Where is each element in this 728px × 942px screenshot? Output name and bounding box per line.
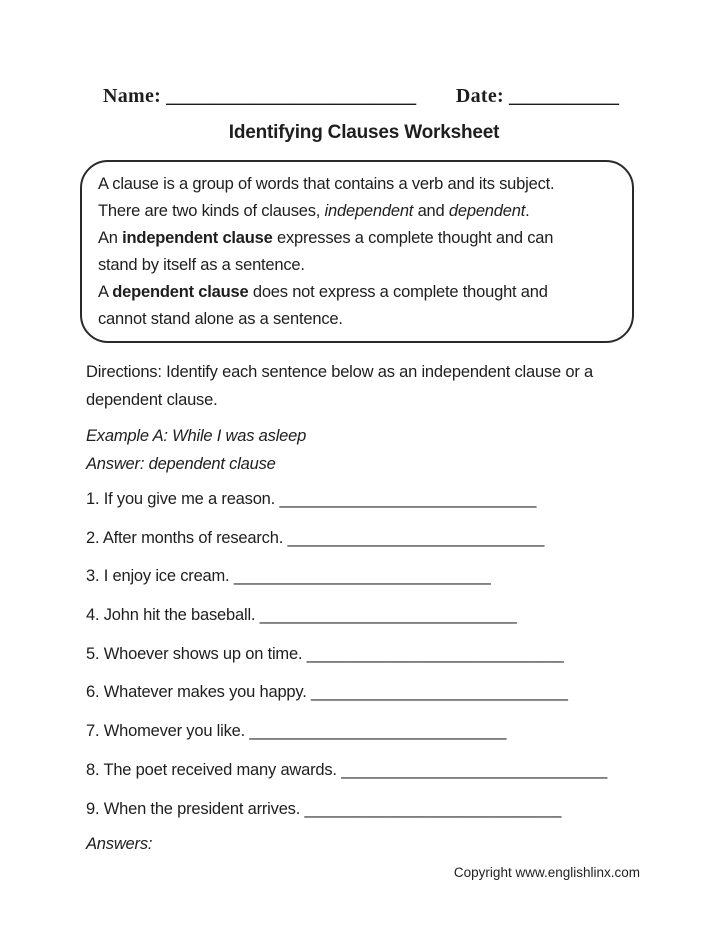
definition-segment: An	[98, 229, 123, 247]
definition-segment: stand by itself as a sentence.	[98, 256, 305, 274]
questions-list	[86, 488, 686, 836]
date-field	[456, 84, 619, 108]
answers-label: Answers:	[86, 835, 153, 853]
question-text: 5. Whoever shows up on time.	[86, 644, 307, 663]
definition-segment: independent clause	[122, 229, 273, 247]
directions-line: dependent clause.	[86, 390, 218, 409]
definition-segment: cannot stand alone as a sentence.	[98, 310, 343, 328]
question-text: 2. After months of research.	[86, 528, 288, 547]
question-blank-line: ____________________________	[306, 644, 564, 663]
question-row	[86, 681, 686, 703]
question-row	[86, 798, 686, 820]
definition-line	[98, 225, 616, 252]
question-blank-line: ____________________________	[287, 528, 545, 547]
definition-line	[98, 279, 616, 306]
question-text: 4. John hit the baseball.	[86, 606, 260, 625]
question-row	[86, 759, 686, 781]
example-line: Example A: While I was asleep	[86, 427, 307, 445]
definition-box	[80, 160, 634, 343]
question-row	[86, 604, 686, 626]
name-label: Name:	[103, 85, 162, 107]
question-text: 9. When the president arrives.	[86, 799, 305, 818]
definition-segment: .	[525, 202, 530, 220]
copyright-text: Copyright www.englishlinx.com	[453, 865, 640, 880]
question-text: 8. The poet received many awards.	[86, 760, 342, 779]
question-text: 6. Whatever makes you happy.	[86, 683, 312, 702]
definition-segment: dependent	[448, 202, 526, 220]
name-field	[103, 84, 416, 108]
definition-line	[98, 306, 616, 333]
definition-line	[98, 198, 616, 225]
question-blank-line: ____________________________	[279, 490, 537, 508]
directions-text	[86, 359, 666, 414]
definition-segment: A clause is a group of words that contains a verb and its subject.	[98, 175, 555, 193]
directions-line: Directions: Identify each sentence below as an independent clause or a	[86, 363, 593, 381]
question-row	[86, 565, 686, 587]
definition-segment: A	[98, 283, 113, 301]
definition-line	[98, 252, 616, 279]
definition-segment: independent	[324, 202, 414, 220]
name-blank-line: _________________________	[166, 85, 417, 107]
header-row	[103, 84, 619, 108]
definition-segment: expresses a complete thought and can	[272, 229, 554, 247]
definition-segment: There are two kinds of clauses,	[98, 202, 325, 220]
question-text: 3. I enjoy ice cream.	[86, 567, 234, 586]
question-blank-line: _____________________________	[341, 760, 608, 779]
definition-segment: and	[413, 202, 449, 220]
question-row	[86, 643, 686, 665]
definition-line	[98, 171, 616, 198]
question-row	[86, 488, 686, 510]
question-blank-line: ____________________________	[259, 606, 517, 625]
question-blank-line: ____________________________	[233, 567, 491, 586]
date-blank-line: ___________	[509, 85, 619, 107]
question-blank-line: ____________________________	[304, 799, 562, 818]
question-blank-line: ____________________________	[249, 722, 507, 741]
question-row	[86, 527, 686, 549]
date-label: Date:	[455, 85, 504, 107]
question-blank-line: ____________________________	[311, 683, 568, 702]
definition-segment: does not express a complete thought and	[248, 283, 548, 301]
question-text: 1. If you give me a reason.	[86, 490, 280, 508]
page-title: Identifying Clauses Worksheet	[228, 122, 500, 143]
question-row	[86, 720, 686, 742]
example-block	[86, 423, 666, 478]
example-line: Answer: dependent clause	[86, 454, 276, 473]
definition-segment: dependent clause	[112, 283, 249, 301]
question-text: 7. Whomever you like.	[86, 722, 250, 741]
